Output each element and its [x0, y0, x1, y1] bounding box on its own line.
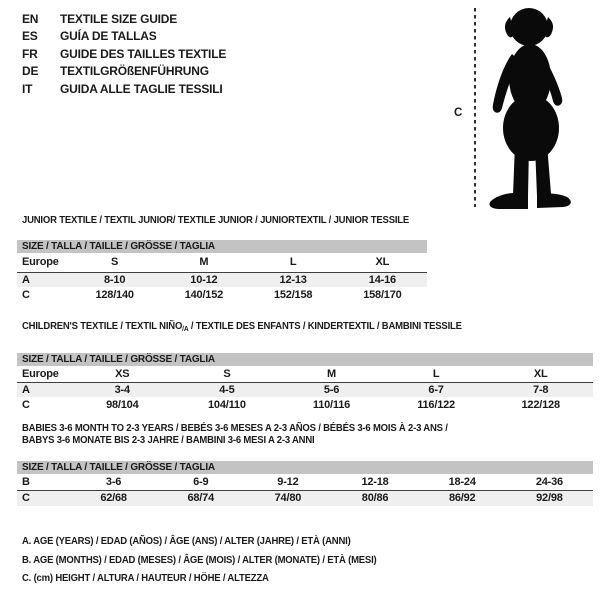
baby-silhouette-icon — [483, 4, 583, 210]
size-cell: 10-12 — [190, 273, 218, 286]
size-cell: 14-16 — [368, 273, 396, 286]
size-cell: 110/116 — [312, 398, 351, 411]
language-title: TEXTILGRÖßENFÜHRUNG — [60, 64, 209, 79]
size-cell: 86/92 — [448, 492, 476, 505]
size-cell: 62/68 — [100, 492, 127, 505]
size-cell: 80/86 — [361, 492, 389, 505]
table-row — [17, 490, 593, 506]
size-cell: S — [175, 366, 280, 382]
size-cell: 9-12 — [244, 474, 331, 490]
language-row — [22, 28, 226, 46]
size-cell: 3-6 — [70, 474, 157, 490]
language-title: GUIDE DES TAILLES TEXTILE — [60, 46, 227, 61]
size-header-bar: SIZE / TALLA / TAILLE / GRÖSSE / TAGLIA — [17, 461, 593, 474]
row-label: C — [22, 492, 30, 505]
size-cell: M — [159, 253, 248, 272]
row-label: C — [22, 288, 30, 301]
baby-leg-left — [513, 144, 529, 196]
size-cell: L — [249, 253, 338, 272]
size-cell: 104/110 — [208, 398, 246, 411]
size-cell: 116/122 — [417, 398, 455, 411]
size-cell: 6-7 — [428, 383, 444, 396]
childrens-table-title — [22, 321, 564, 336]
language-code: IT — [22, 81, 33, 96]
size-cell: 158/170 — [363, 288, 402, 301]
note-age-years: A. AGE (YEARS) / EDAD (AÑOS) / ÂGE (ANS) / ALTER (JAHRE) / ETÀ (ANNI) — [22, 536, 351, 547]
table-row — [17, 253, 427, 272]
table-row — [17, 397, 593, 412]
size-cell: 122/128 — [521, 398, 560, 411]
size-cell: 3-4 — [114, 383, 130, 396]
note-height-cm: C. (cm) HEIGHT / ALTURA / HAUTEUR / HÖHE / ALTEZZA — [22, 573, 269, 584]
size-cell: 92/98 — [536, 492, 563, 505]
table-row — [17, 382, 593, 397]
size-cell: S — [70, 253, 159, 272]
height-measure-label: C — [454, 107, 463, 119]
row-label: B — [17, 474, 70, 490]
row-label: C — [22, 398, 30, 411]
language-title-list — [22, 10, 226, 98]
title-text: / TEXTILE DES ENFANTS / KINDERTEXTIL / BAMBINI TESSILE — [188, 321, 462, 332]
table-row — [17, 272, 427, 287]
table-row — [17, 287, 427, 302]
junior-size-table — [17, 253, 427, 302]
size-cell: 74/80 — [274, 492, 302, 505]
babies-table-title-line1: BABIES 3-6 MONTH TO 2-3 YEARS / BEBÉS 3-6 MESES A 2-3 AÑOS / BÉBÉS 3-6 MOIS À 2-3 ANS / — [22, 423, 448, 434]
baby-foot-left — [489, 193, 528, 209]
childrens-size-table — [17, 366, 593, 412]
height-measure-dashed-line — [474, 8, 476, 207]
size-cell: 140/152 — [184, 288, 224, 301]
language-code: FR — [22, 46, 38, 61]
size-cell: 12-13 — [279, 273, 307, 286]
table-row — [17, 474, 593, 490]
size-cell: 68/74 — [187, 492, 214, 505]
language-row — [22, 63, 226, 81]
note-age-months: B. AGE (MONTHS) / EDAD (MESES) / ÂGE (MOIS) / ALTER (MONATE) / ETÀ (MESI) — [22, 554, 377, 566]
row-label: A — [22, 273, 30, 286]
size-cell: 98/104 — [106, 398, 139, 411]
language-title: TEXTILE SIZE GUIDE — [60, 11, 178, 26]
size-cell: M — [279, 366, 384, 382]
size-cell: XL — [338, 253, 427, 272]
babies-size-table — [17, 474, 593, 506]
language-row — [22, 80, 226, 98]
size-cell: XS — [70, 366, 175, 382]
size-cell: 18-24 — [419, 474, 506, 490]
size-cell: 7-8 — [533, 383, 549, 396]
size-cell: XL — [488, 366, 593, 382]
row-label: Europe — [17, 366, 70, 382]
row-label: A — [22, 383, 30, 396]
baby-hips — [503, 95, 559, 161]
language-code: ES — [22, 29, 38, 44]
size-cell: L — [384, 366, 489, 382]
childrens-textile-section — [17, 321, 593, 412]
baby-foot-right — [537, 193, 571, 208]
baby-head — [510, 8, 548, 46]
title-text: CHILDREN'S TEXTILE / TEXTIL NIÑO — [22, 321, 183, 332]
size-header-bar: SIZE / TALLA / TAILLE / GRÖSSE / TAGLIA — [17, 353, 593, 366]
language-row — [22, 10, 226, 28]
legend-notes — [22, 533, 395, 589]
language-row — [22, 45, 226, 63]
size-cell: 152/158 — [273, 288, 313, 301]
size-cell: 128/140 — [95, 288, 134, 301]
size-cell: 24-36 — [506, 474, 593, 490]
title-subscript: /A — [182, 326, 189, 333]
size-cell: 6-9 — [157, 474, 244, 490]
language-code: EN — [22, 11, 39, 26]
junior-textile-section — [17, 215, 427, 302]
language-code: DE — [22, 64, 39, 79]
babies-textile-section — [17, 423, 593, 506]
size-cell: 8-10 — [104, 273, 126, 286]
junior-table-title: JUNIOR TEXTILE / TEXTIL JUNIOR/ TEXTILE JUNIOR / JUNIORTEXTIL / JUNIOR TESSILE — [22, 215, 410, 226]
size-cell: 5-6 — [323, 383, 340, 396]
table-row — [17, 366, 593, 382]
language-title: GUIDA ALLE TAGLIE TESSILI — [60, 81, 223, 96]
size-cell: 12-18 — [331, 474, 418, 490]
language-title: GUÍA DE TALLAS — [60, 29, 157, 44]
row-label: Europe — [17, 253, 70, 272]
babies-table-title-line2: BABYS 3-6 MONATE BIS 2-3 JAHRE / BAMBINI 3-6 MESI A 2-3 ANNI — [22, 435, 315, 446]
size-cell: 4-5 — [219, 383, 235, 396]
size-header-bar: SIZE / TALLA / TAILLE / GRÖSSE / TAGLIA — [17, 240, 427, 253]
